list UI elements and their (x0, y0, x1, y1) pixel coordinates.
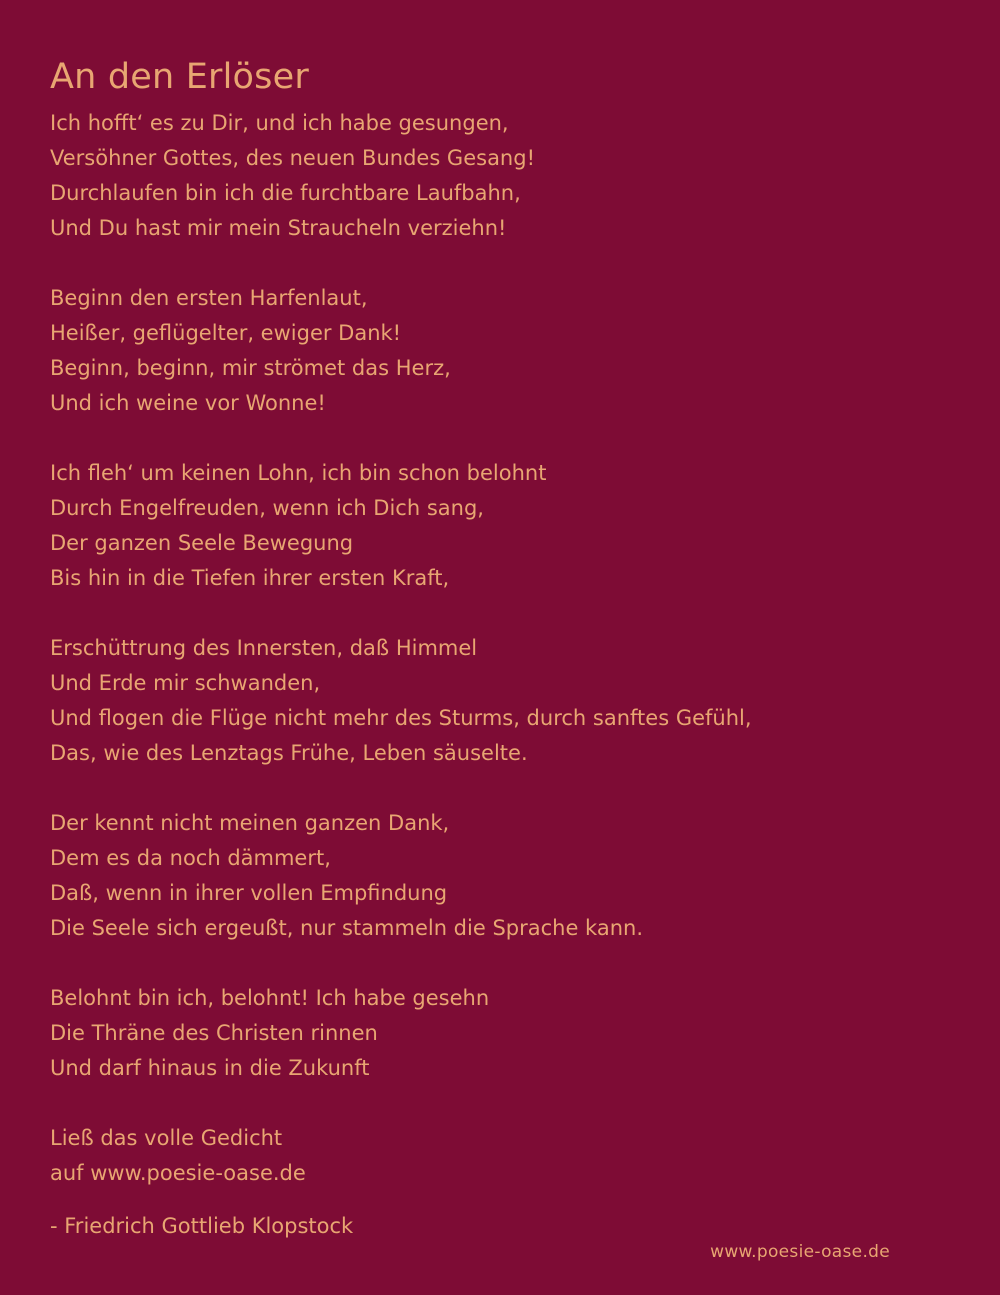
poem-line: Durch Engelfreuden, wenn ich Dich sang, (50, 496, 484, 520)
poem-line: Dem es da noch dämmert, (50, 846, 331, 870)
poem-line: Durchlaufen bin ich die furchtbare Laufbahn, (50, 181, 521, 205)
poem-line: Die Seele sich ergeußt, nur stammeln die Sprache kann. (50, 916, 644, 940)
poem-line: Und darf hinaus in die Zukunft (50, 1056, 370, 1080)
poem-line: Ich hofft‘ es zu Dir, und ich habe gesungen, (50, 111, 509, 135)
stanza-4 (50, 631, 950, 771)
stanza-6 (50, 981, 950, 1086)
stanza-1 (50, 106, 950, 246)
poem-line: Und ich weine vor Wonne! (50, 391, 326, 415)
poem-line: Versöhner Gottes, des neuen Bundes Gesang! (50, 146, 535, 170)
stanza-5 (50, 806, 950, 946)
poem-line: Erschüttrung des Innersten, daß Himmel (50, 636, 478, 660)
poem-line: Ich fleh‘ um keinen Lohn, ich bin schon belohnt (50, 461, 547, 485)
stanza-2 (50, 281, 950, 421)
poem-line: Das, wie des Lenztags Frühe, Leben säuselte. (50, 741, 528, 765)
poem-line: Die Thräne des Christen rinnen (50, 1021, 378, 1045)
poem-line: Beginn den ersten Harfenlaut, (50, 286, 368, 310)
poem-line: Heißer, geflügelter, ewiger Dank! (50, 321, 402, 345)
poem-line: Daß, wenn in ihrer vollen Empfindung (50, 881, 448, 905)
poem-line: Belohnt bin ich, belohnt! Ich habe gesehn (50, 986, 490, 1010)
poem-line: Und Erde mir schwanden, (50, 671, 321, 695)
poem-line: Der kennt nicht meinen ganzen Dank, (50, 811, 450, 835)
stanza-3 (50, 456, 950, 596)
note-line: Ließ das volle Gedicht (50, 1126, 283, 1150)
full-poem-note (50, 1121, 950, 1191)
poem-page (50, 56, 950, 1244)
poem-line: Und Du hast mir mein Straucheln verziehn! (50, 216, 507, 240)
poem-line: Bis hin in die Tiefen ihrer ersten Kraft, (50, 566, 450, 590)
poem-title: An den Erlöser (50, 57, 309, 97)
poem-line: Beginn, beginn, mir strömet das Herz, (50, 356, 451, 380)
site-watermark: www.poesie-oase.de (710, 1242, 890, 1262)
poem-line: Der ganzen Seele Bewegung (50, 531, 354, 555)
poem-author: - Friedrich Gottlieb Klopstock (50, 1214, 354, 1238)
poem-line: Und flogen die Flüge nicht mehr des Sturms, durch sanftes Gefühl, (50, 706, 752, 730)
note-line: auf www.poesie-oase.de (50, 1161, 306, 1185)
